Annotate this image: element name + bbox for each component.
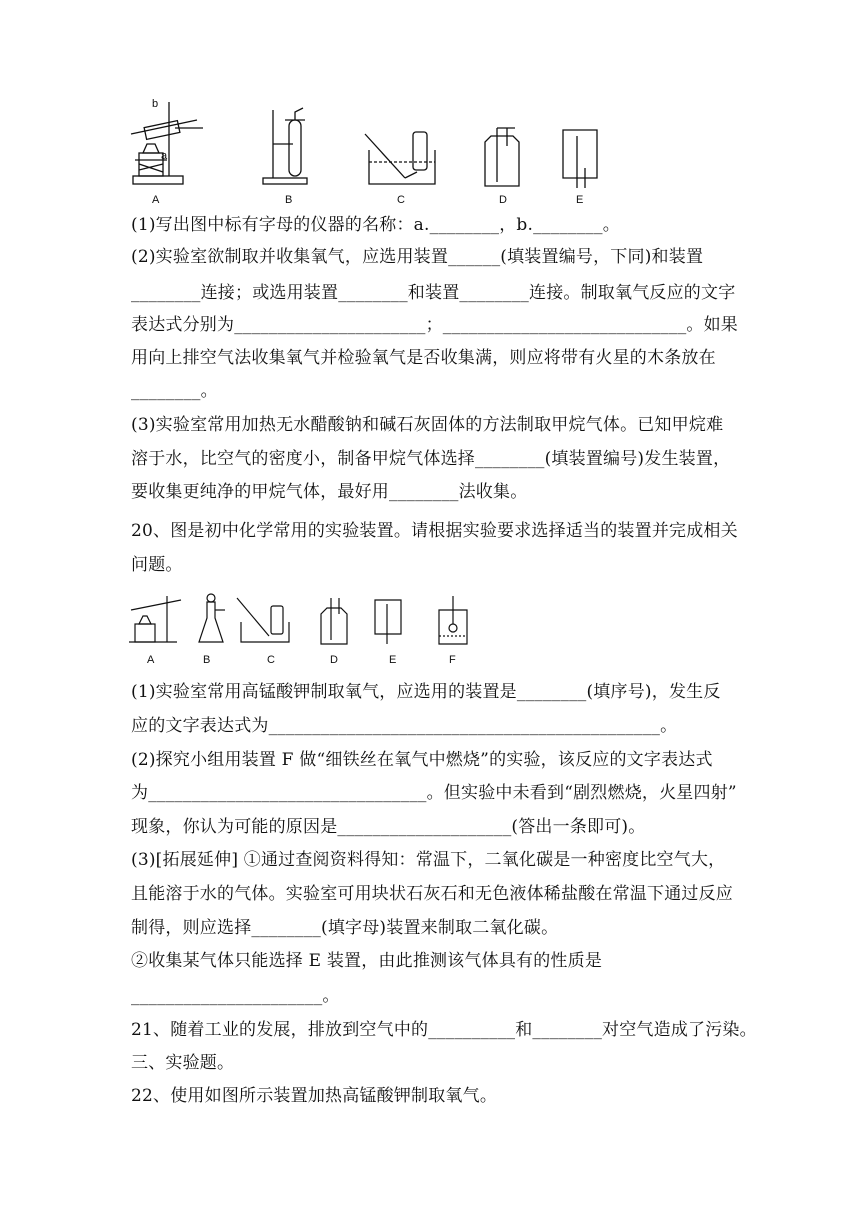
q19-part2-line5: ________。 xyxy=(131,381,218,401)
figure-label-e: E xyxy=(576,194,584,206)
label-letter-a: a xyxy=(161,150,168,162)
q19-part3-line3: 要收集更纯净的甲烷气体，最好用________法收集。 xyxy=(131,482,528,502)
figure-label-c: C xyxy=(397,194,405,206)
q20-part2-line3: 现象，你认为可能的原因是____________________(答出一条即可)。 xyxy=(131,817,646,837)
apparatus-figure-1 xyxy=(125,98,605,208)
apparatus-figure-2 xyxy=(125,590,485,670)
figure-label-a: A xyxy=(152,194,160,206)
q21: 21、随着工业的发展，排放到空气中的__________和________对空气造成了污染。 xyxy=(131,1020,757,1040)
q22: 22、使用如图所示装置加热高锰酸钾制取氧气。 xyxy=(131,1086,498,1106)
q20-part1-line2: 应的文字表达式为_____________________________________________。 xyxy=(131,716,678,736)
q20-part3-line4: ②收集某气体只能选择 E 装置，由此推测该气体具有的性质是 xyxy=(131,951,603,971)
fig2-label-f: F xyxy=(449,654,456,666)
section-3-heading: 三、实验题。 xyxy=(131,1053,235,1073)
q19-part2-line4: 用向上排空气法收集氧气并检验氧气是否收集满，则应将带有火星的木条放在 xyxy=(131,348,716,368)
fig2-label-a: A xyxy=(147,654,155,666)
q19-part2-line3: 表达式分别为______________________；____________________________。如果 xyxy=(131,315,738,335)
q20-part3-line5: ______________________。 xyxy=(131,986,340,1006)
fig2-label-b: B xyxy=(203,654,211,666)
q20-part1-line1: (1)实验室常用高锰酸钾制取氧气，应选用的装置是________(填序号)，发生反 xyxy=(131,682,721,702)
q20-part3-line3: 制得，则应选择________(填字母)装置来制取二氧化碳。 xyxy=(131,918,559,938)
apparatus-drawing-1 xyxy=(125,98,605,208)
q19-part3-line1: (3)实验室常用加热无水醋酸钠和碱石灰固体的方法制取甲烷气体。已知甲烷难 xyxy=(131,415,724,435)
apparatus-drawing-2 xyxy=(125,590,485,670)
q19-part3-line2: 溶于水，比空气的密度小，制备甲烷气体选择________(填装置编号)发生装置， xyxy=(131,449,731,469)
fig2-label-e: E xyxy=(389,654,397,666)
q19-part2-line1: (2)实验室欲制取并收集氧气，应选用装置______(填装置编号，下同)和装置 xyxy=(131,247,704,267)
figure-label-d: D xyxy=(499,194,507,206)
q20-intro-line1: 20、图是初中化学常用的实验装置。请根据实验要求选择适当的装置并完成相关 xyxy=(131,521,738,541)
fig2-label-d: D xyxy=(330,654,338,666)
q20-part2-line2: 为________________________________。但实验中未看到“剧烈燃烧，火星四射” xyxy=(131,783,737,803)
fig2-label-c: C xyxy=(267,654,275,666)
q19-part2-line2: ________连接；或选用装置________和装置________连接。制取氧气反应的文字 xyxy=(131,283,736,303)
q20-part3-line1: (3)[拓展延伸] ①通过查阅资料得知：常温下，二氧化碳是一种密度比空气大， xyxy=(131,850,726,870)
q19-part1: (1)写出图中标有字母的仪器的名称：a.________，b.________。 xyxy=(131,215,620,235)
label-letter-b: b xyxy=(152,98,159,110)
q20-intro-line2: 问题。 xyxy=(131,555,183,575)
q20-part2-line1: (2)探究小组用装置 F 做“细铁丝在氧气中燃烧”的实验，该反应的文字表达式 xyxy=(131,750,713,770)
figure-label-b: B xyxy=(285,194,293,206)
q20-part3-line2: 且能溶于水的气体。实验室可用块状石灰石和无色液体稀盐酸在常温下通过反应 xyxy=(131,884,733,904)
